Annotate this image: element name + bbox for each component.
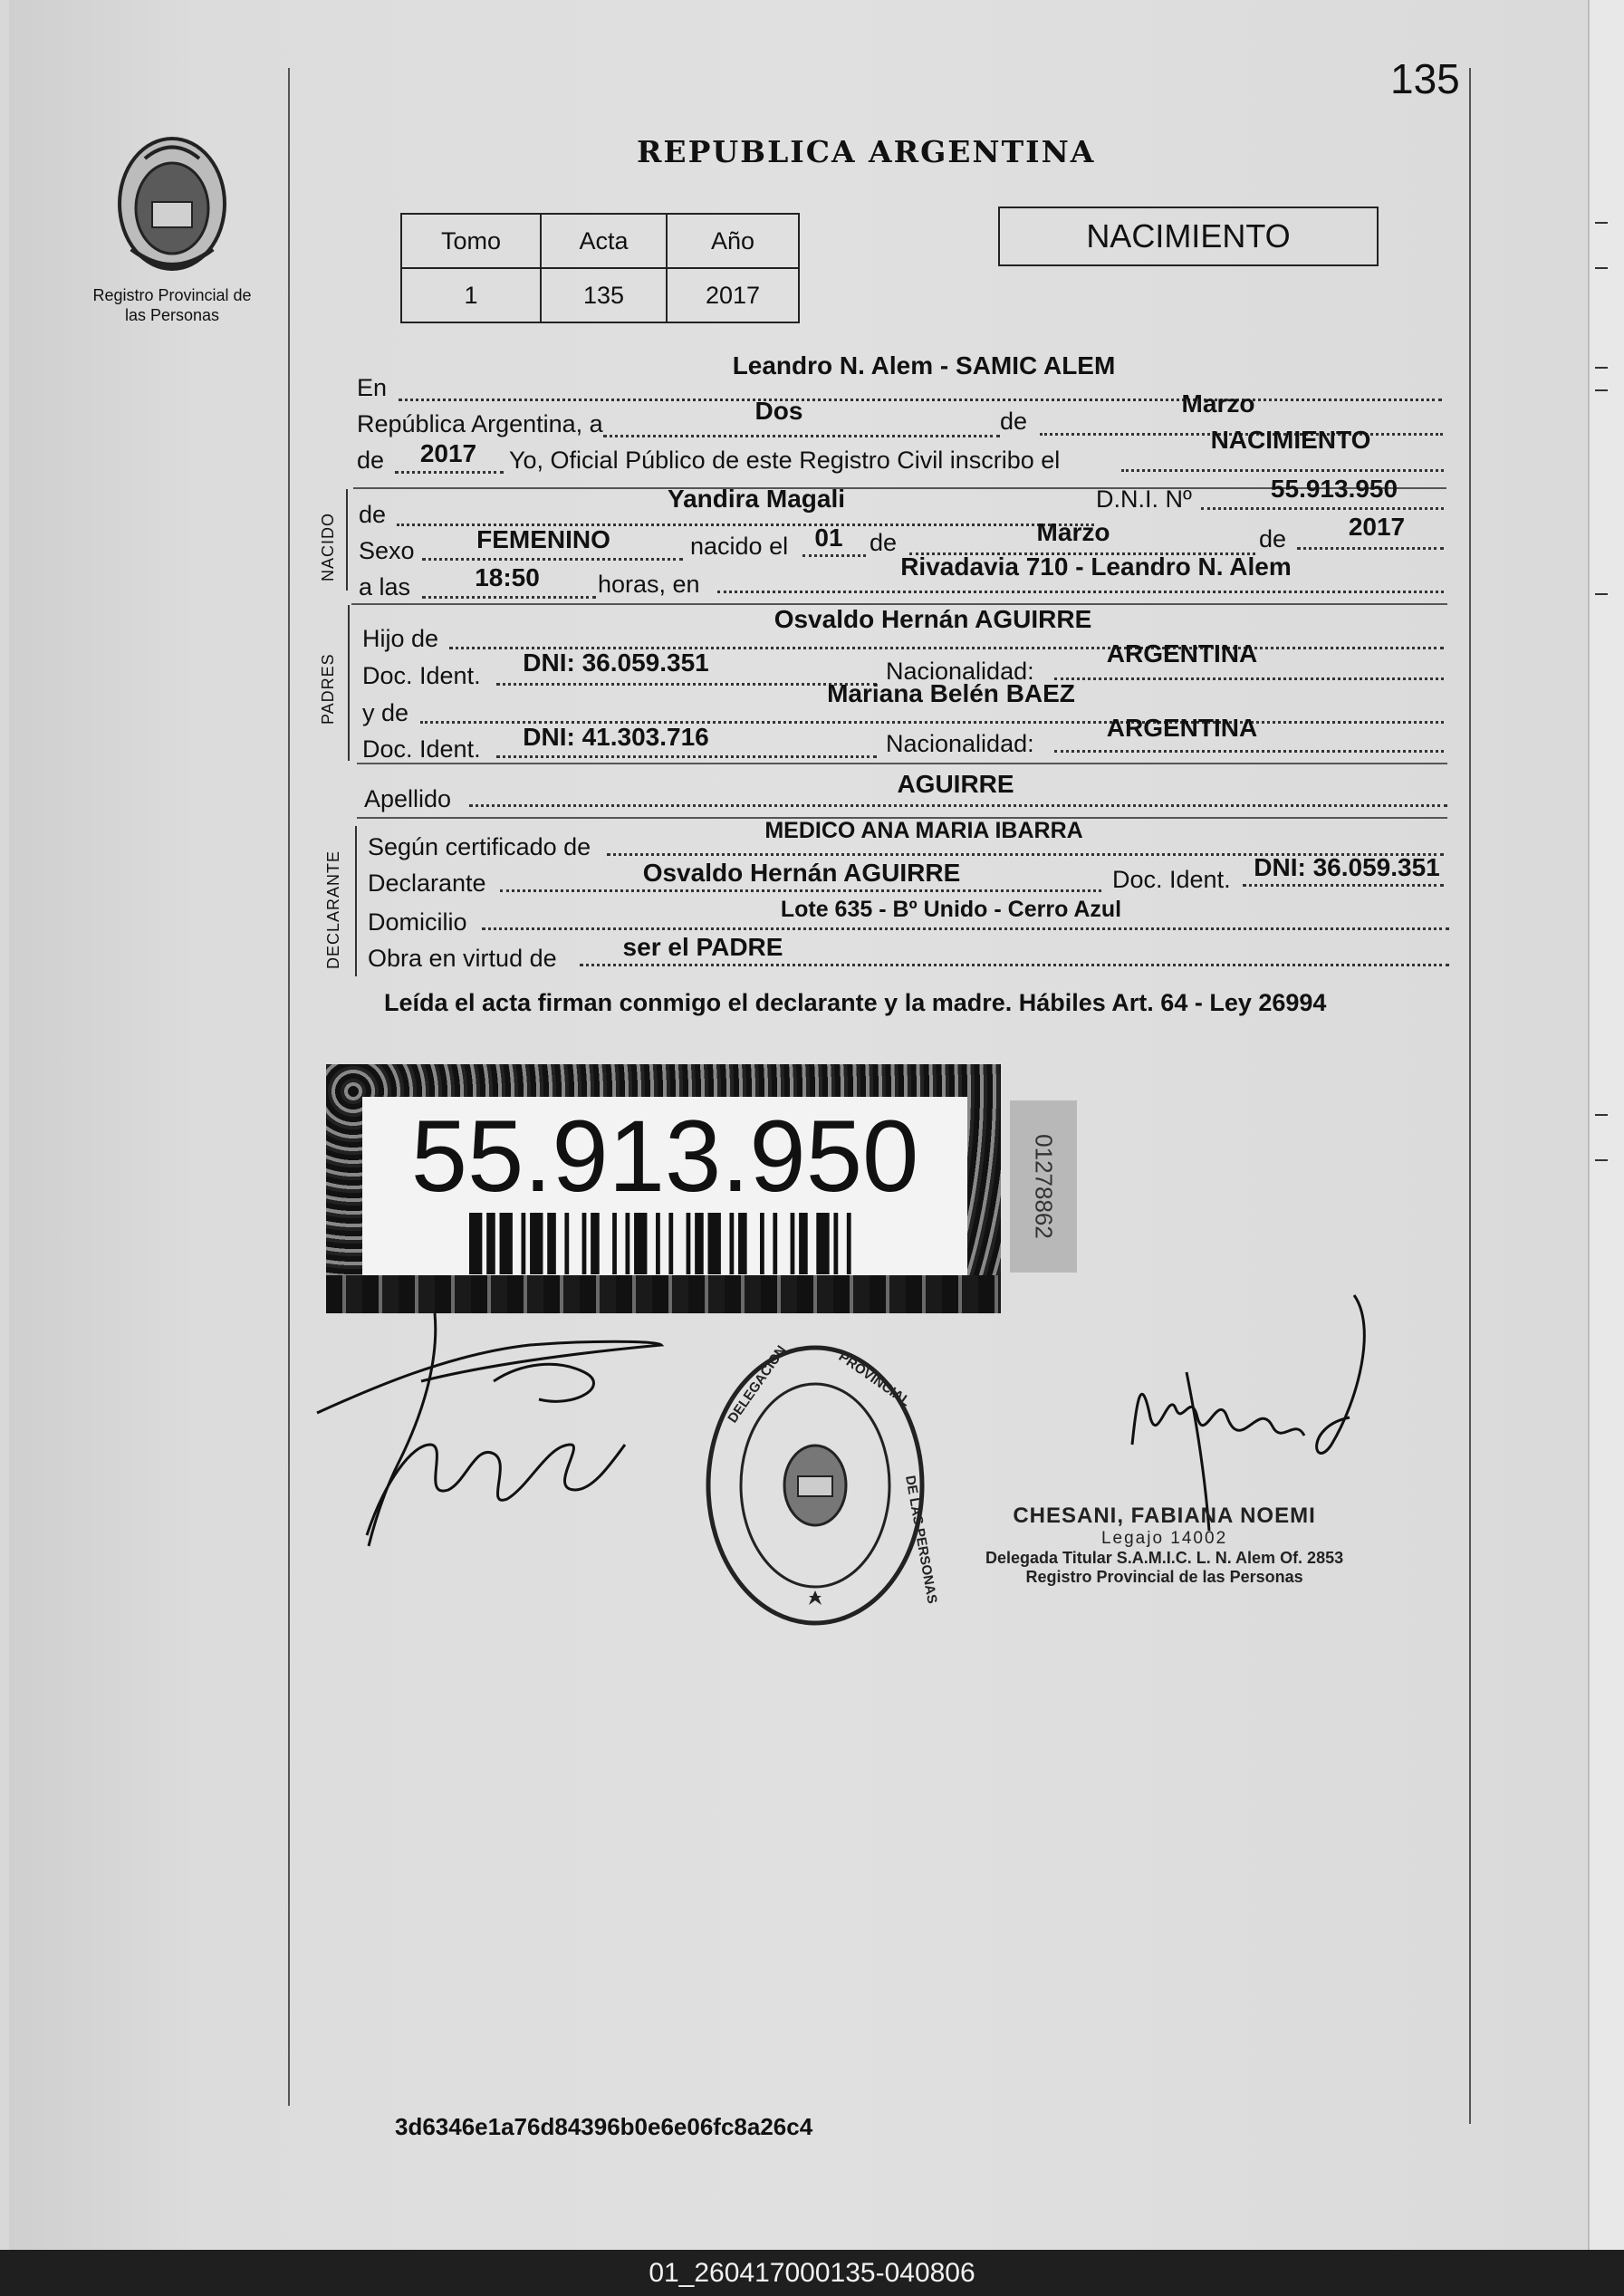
label-nacido-el: nacido el [690, 533, 789, 560]
value-madre-doc: DNI: 41.303.716 [523, 723, 709, 751]
registry-name: Registro Provincial de las Personas [92, 286, 252, 324]
value-nombre: Yandira Magali [667, 485, 846, 513]
value-dni: 55.913.950 [1270, 475, 1398, 503]
register-table [400, 213, 800, 323]
label-declarante: Declarante [368, 869, 486, 897]
country-title: REPUBLICA ARGENTINA [637, 134, 1096, 169]
declarant-signature [312, 1309, 675, 1562]
barcode-bar [816, 1213, 829, 1274]
anio-header: Año [667, 214, 799, 268]
value-acto: NACIMIENTO [1210, 426, 1371, 454]
dni-label-panel [362, 1097, 967, 1276]
barcode-bar [695, 1213, 704, 1274]
label-nacionalidad: Nacionalidad: [886, 658, 1034, 685]
label-sexo: Sexo [359, 537, 415, 564]
barcode-bar [486, 1213, 495, 1274]
official-stamp [702, 1340, 940, 1630]
dni-label-security-strip [326, 1275, 1001, 1313]
value-anio: 2017 [419, 439, 477, 467]
acta-header: Acta [541, 214, 667, 268]
barcode-bar [530, 1213, 543, 1274]
province-seal [91, 122, 254, 331]
value-nac-dia: 01 [814, 524, 843, 552]
document-hash: 3d6346e1a76d84396b0e6e06fc8a26c4 [395, 2113, 813, 2140]
barcode-icon [469, 1213, 864, 1274]
official-legajo: Legajo 14002 [1100, 1529, 1228, 1548]
barcode-bar [729, 1213, 734, 1274]
barcode-bar [760, 1213, 764, 1274]
value-dia: Dos [754, 397, 803, 425]
value-padre-doc: DNI: 36.059.351 [523, 648, 709, 677]
barcode-bar [500, 1213, 513, 1274]
official-name: CHESANI, FABIANA NOEMI [1013, 1503, 1316, 1528]
dni-label [326, 1064, 1001, 1313]
label-apellido: Apellido [364, 785, 452, 812]
barcode-bar [521, 1213, 525, 1274]
page-edge [1588, 0, 1624, 2250]
dni-label-number: 55.913.950 [410, 1100, 919, 1213]
barcode-bar [591, 1213, 600, 1274]
value-declarante: Osvaldo Hernán AGUIRRE [642, 859, 961, 887]
svg-text:DELEGACION: DELEGACION [725, 1342, 790, 1427]
barcode-bar [833, 1213, 838, 1274]
value-lugar-nacimiento: Rivadavia 710 - Leandro N. Alem [900, 552, 1292, 581]
barcode-bar [612, 1213, 617, 1274]
side-label-nacido: NACIDO [319, 512, 337, 581]
barcode-bar [791, 1213, 795, 1274]
label-oficial: Yo, Oficial Público de este Registro Civil inscribo el [509, 447, 1061, 474]
value-sexo: FEMENINO [476, 525, 610, 553]
barcode-bar [668, 1213, 673, 1274]
footer-filename: 01_260417000135-040806 [649, 2258, 975, 2288]
value-obra: ser el PADRE [622, 933, 783, 961]
barcode-bar [799, 1213, 808, 1274]
label-de-2: de [870, 529, 898, 556]
value-mes: Marzo [1181, 389, 1255, 418]
barcode-bar [564, 1213, 569, 1274]
anio-value: 2017 [667, 268, 799, 322]
tomo-header: Tomo [401, 214, 541, 268]
label-nombre-de: de [359, 501, 387, 528]
closing-note: Leída el acta firman conmigo el declarante y la madre. Hábiles Art. 64 - Ley 26994 [384, 989, 1327, 1016]
value-padre-nac: ARGENTINA [1106, 639, 1258, 668]
value-nac-mes: Marzo [1036, 518, 1110, 546]
value-hora: 18:50 [475, 563, 540, 591]
acta-value: 135 [541, 268, 667, 322]
value-padre: Osvaldo Hernán AGUIRRE [774, 605, 1092, 633]
barcode-bar [634, 1213, 647, 1274]
label-segun: Según certificado de [368, 833, 591, 860]
left-margin-line [288, 68, 290, 2106]
label-domicilio: Domicilio [368, 908, 467, 936]
tomo-value: 1 [401, 268, 541, 322]
official-signature-block [985, 1503, 1343, 1587]
official-registry: Registro Provincial de las Personas [1025, 1568, 1303, 1586]
label-horas-en: horas, en [598, 571, 700, 598]
value-madre-nac: ARGENTINA [1106, 714, 1258, 742]
barcode-bar [625, 1213, 629, 1274]
label-y-de: y de [362, 699, 409, 726]
label-nacionalidad-2: Nacionalidad: [886, 730, 1034, 757]
value-lugar: Leandro N. Alem - SAMIC ALEM [732, 351, 1116, 379]
barcode-bar [469, 1213, 482, 1274]
label-doc-ident: Doc. Ident. [362, 662, 481, 689]
label-obra: Obra en virtud de [368, 945, 557, 972]
value-domicilio: Lote 635 - Bº Unido - Cerro Azul [780, 897, 1122, 922]
barcode-bar [773, 1213, 777, 1274]
label-hijo-de: Hijo de [362, 625, 439, 652]
barcode-bar [547, 1213, 556, 1274]
official-title: Delegada Titular S.A.M.I.C. L. N. Alem Of. 2853 [985, 1549, 1344, 1567]
barcode-bar [708, 1213, 721, 1274]
label-dni: D.N.I. Nº [1096, 485, 1192, 513]
barcode-bar [847, 1213, 851, 1274]
label-de: de [1000, 408, 1028, 435]
value-declarante-doc: DNI: 36.059.351 [1254, 853, 1440, 881]
side-label-padres: PADRES [319, 653, 337, 725]
barcode-bar [582, 1213, 587, 1274]
declarante-bracket [355, 826, 357, 976]
register-header-row [401, 214, 799, 268]
side-label-declarante: DECLARANTE [324, 850, 342, 969]
register-value-row [401, 268, 799, 322]
value-apellido: AGUIRRE [897, 770, 1014, 798]
label-doc-ident-2: Doc. Ident. [362, 735, 481, 763]
act-type-box: NACIMIENTO [998, 207, 1379, 266]
label-a-las: a las [359, 573, 411, 600]
label-en: En [357, 374, 388, 401]
value-madre: Mariana Belén BAEZ [827, 679, 1075, 707]
serial-number: 01278862 [1030, 1134, 1058, 1239]
value-nac-anio: 2017 [1348, 513, 1406, 541]
value-certificado: MEDICO ANA MARIA IBARRA [764, 818, 1083, 843]
label-de-3: de [1259, 525, 1287, 552]
label-doc-ident-3: Doc. Ident. [1112, 866, 1231, 893]
right-margin-line [1469, 68, 1471, 2124]
label-de-anio: de [357, 447, 385, 474]
nacido-bracket [346, 489, 348, 591]
official-signature [1114, 1291, 1386, 1535]
label-republica: República Argentina, a [357, 410, 603, 437]
barcode-bar [656, 1213, 660, 1274]
svg-text:DE LAS PERSONAS: DE LAS PERSONAS [902, 1474, 940, 1605]
barcode-bar [738, 1213, 747, 1274]
serial-tag [1010, 1100, 1077, 1273]
page-number: 135 [1390, 55, 1460, 102]
padres-bracket [348, 605, 350, 761]
barcode-bar [687, 1213, 691, 1274]
svg-text:PROVINCIAL: PROVINCIAL [835, 1349, 914, 1410]
